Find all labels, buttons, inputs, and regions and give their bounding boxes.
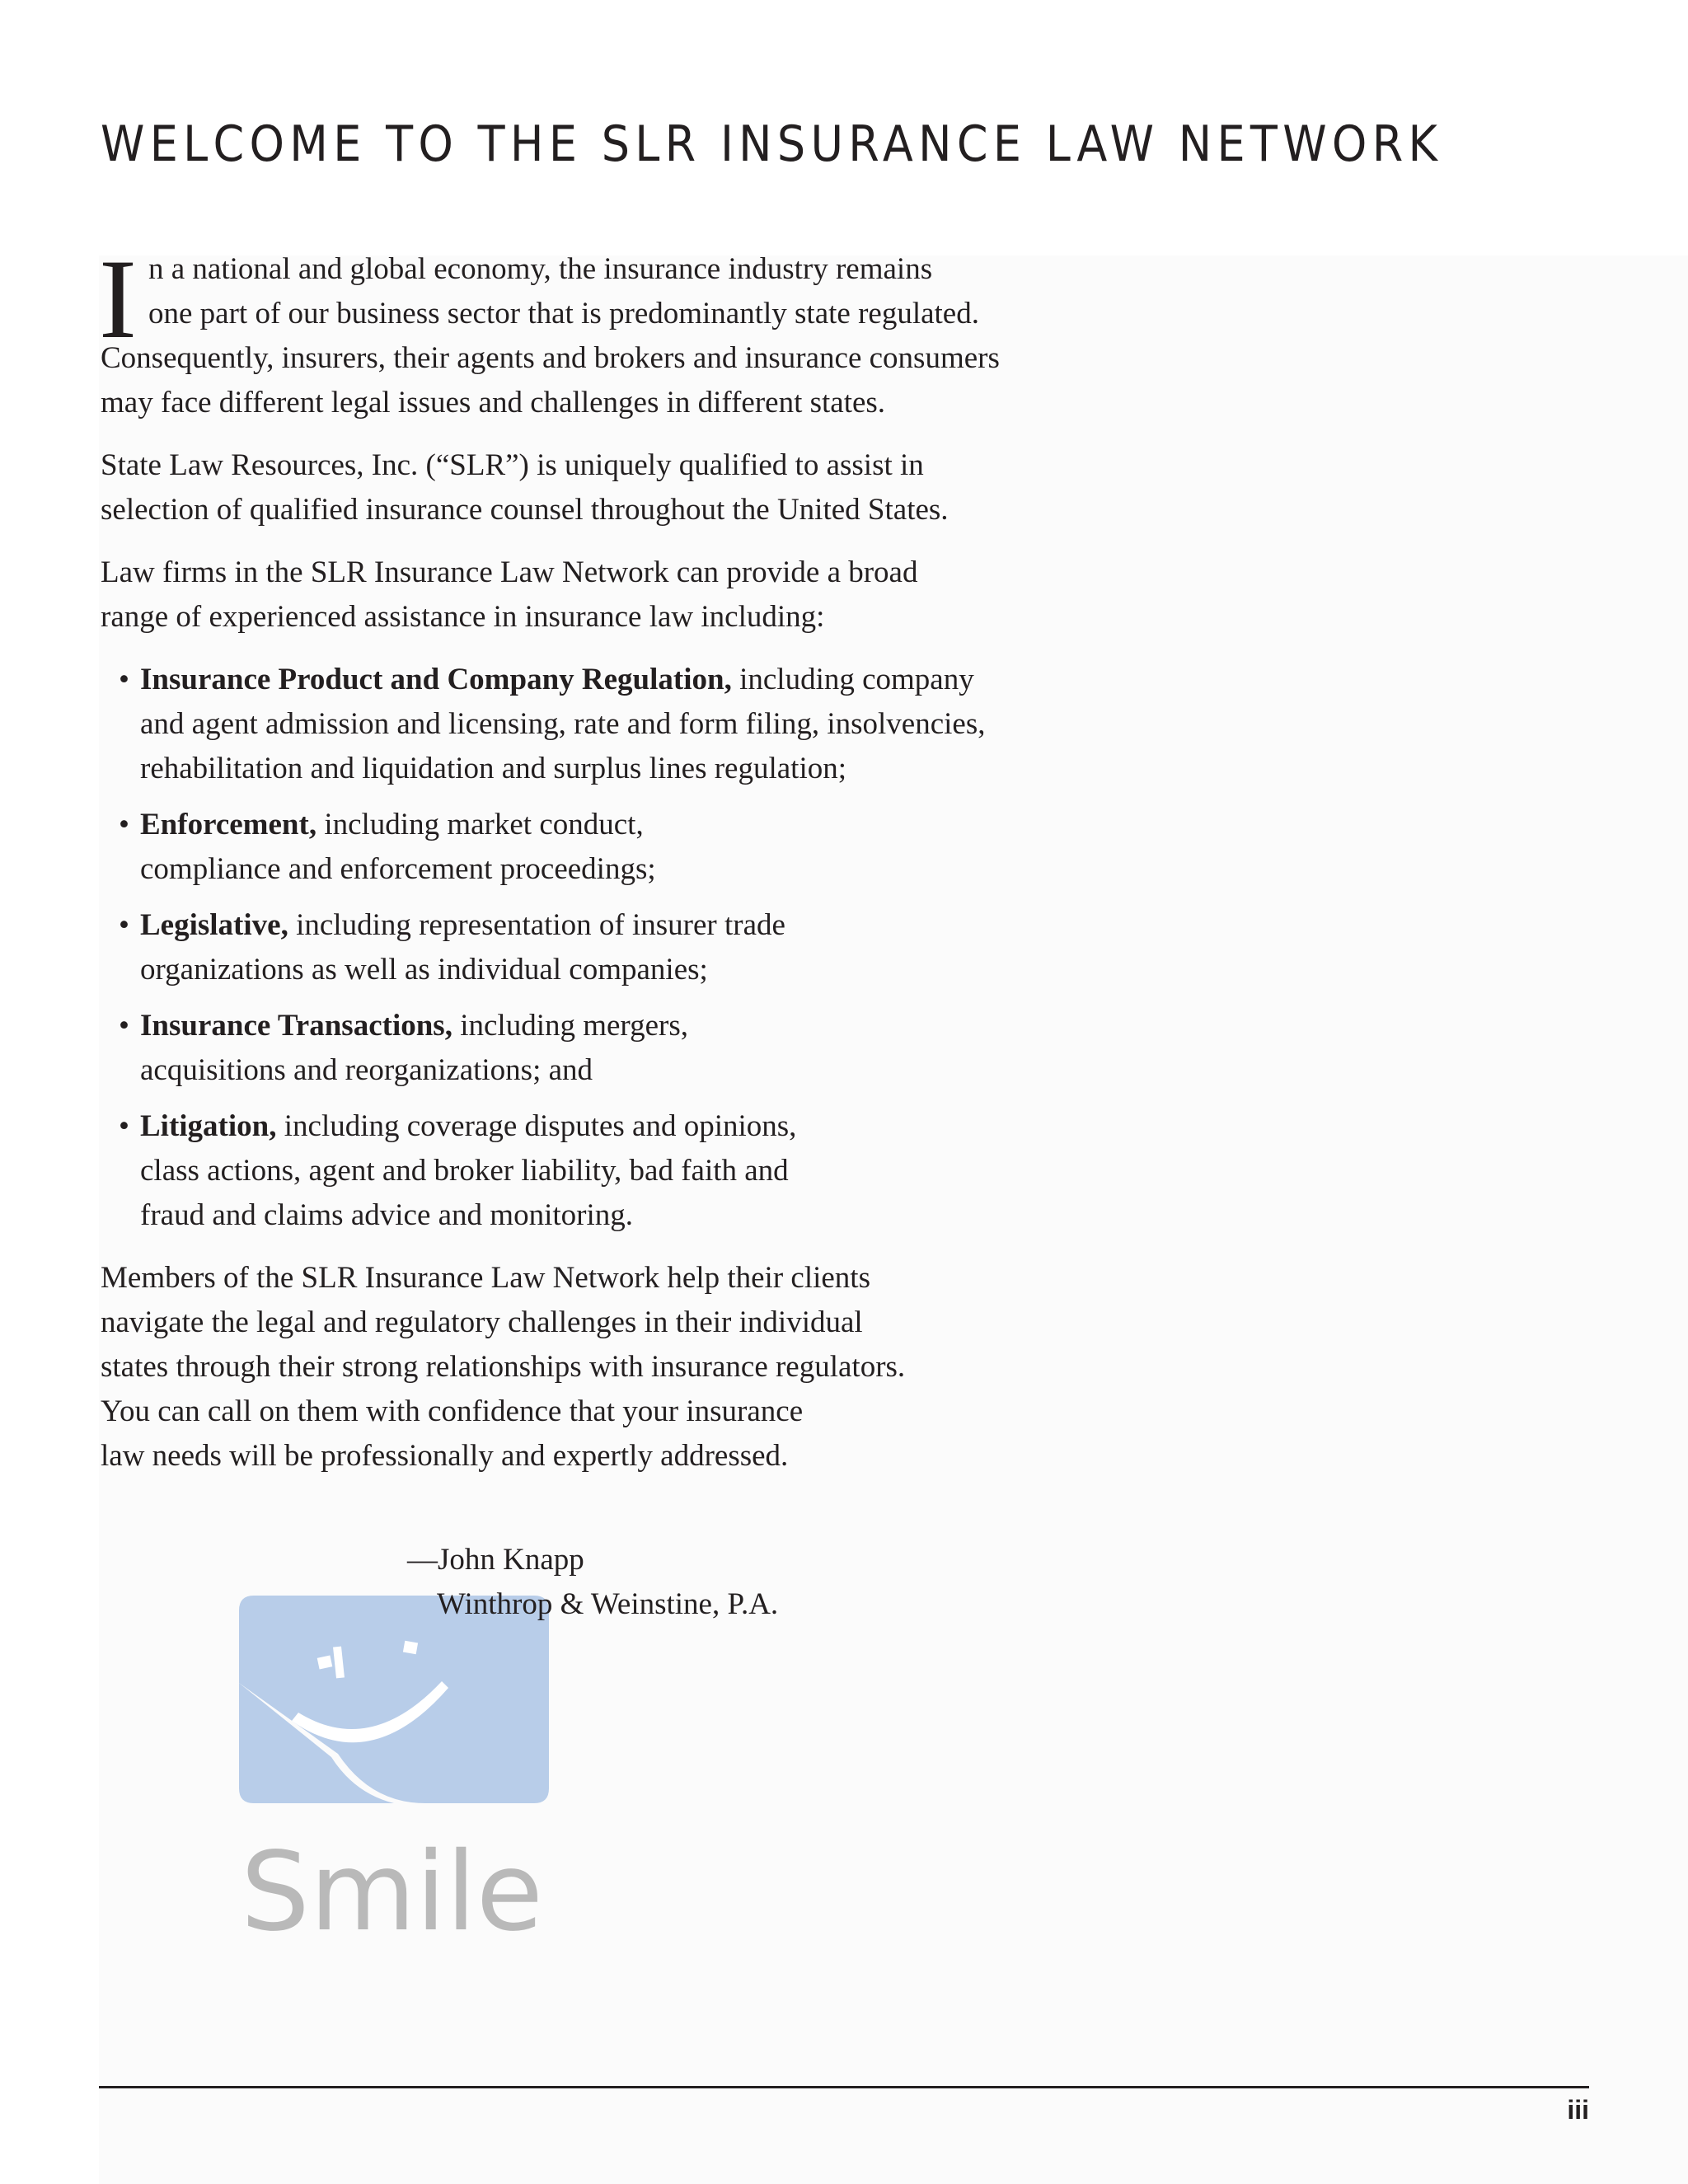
paragraph-line: law needs will be professionally and expertly addressed.: [101, 1439, 789, 1473]
bullet-icon: •: [119, 1109, 129, 1143]
bullet-icon: •: [119, 808, 129, 841]
intro-line: n a national and global economy, the insurance industry remains: [148, 252, 933, 286]
list-item: [119, 1104, 1073, 1238]
page-number: iii: [1567, 2095, 1589, 2125]
intro-line: one part of our business sector that is predominantly state regulated.: [148, 297, 979, 330]
intro-line: may face different legal issues and challenges in different states.: [101, 386, 886, 419]
paragraph-line: selection of qualified insurance counsel throughout the United States.: [101, 493, 949, 527]
smile-watermark-logo: [239, 1596, 549, 1935]
list-item-text: organizations as well as individual companies;: [140, 953, 708, 987]
list-item-text: class actions, agent and broker liability, bad faith and: [140, 1154, 789, 1188]
list-item-term: Legislative,: [140, 908, 288, 942]
list-item-text: and agent admission and licensing, rate and form filing, insolvencies,: [140, 707, 986, 741]
list-item: [119, 658, 1073, 791]
network-services-paragraph: [101, 551, 1073, 640]
paragraph-line: You can call on them with confidence that your insurance: [101, 1394, 804, 1428]
intro-paragraph: [99, 236, 1073, 425]
list-item: [119, 903, 1073, 992]
list-item-text: rehabilitation and liquidation and surplus lines regulation;: [140, 752, 846, 785]
bullet-icon: •: [119, 1009, 129, 1043]
paragraph-line: navigate the legal and regulatory challenges in their individual: [101, 1305, 863, 1339]
list-item-text: fraud and claims advice and monitoring.: [140, 1198, 633, 1232]
list-item-text: including mergers,: [452, 1009, 688, 1043]
list-item: [119, 1004, 1073, 1093]
list-item-text: acquisitions and reorganizations; and: [140, 1053, 593, 1087]
signature-name: —John Knapp: [407, 1543, 584, 1577]
list-item-term: Litigation,: [140, 1109, 277, 1143]
list-item-term: Insurance Product and Company Regulation,: [140, 663, 732, 696]
intro-line: Consequently, insurers, their agents and brokers and insurance consumers: [101, 341, 1000, 375]
services-list: [101, 658, 1073, 1238]
list-item-term: Insurance Transactions,: [140, 1009, 452, 1043]
list-item-text: compliance and enforcement proceedings;: [140, 852, 656, 886]
slr-qualification-paragraph: [101, 443, 1073, 532]
page-title: WELCOME TO THE SLR INSURANCE LAW NETWORK: [101, 115, 1443, 173]
bullet-icon: •: [119, 663, 129, 696]
list-item-text: including company: [731, 663, 974, 696]
paragraph-line: Law firms in the SLR Insurance Law Network can provide a broad: [101, 555, 918, 589]
closing-paragraph: [101, 1256, 1073, 1479]
list-item-text: including market conduct,: [316, 808, 644, 841]
signature-block: [407, 1538, 778, 1627]
paragraph-line: State Law Resources, Inc. (“SLR”) is uniquely qualified to assist in: [101, 448, 924, 482]
footer-divider: [99, 2086, 1589, 2088]
list-item: [119, 803, 1073, 892]
watermark-text: Smile: [241, 1829, 543, 1935]
paragraph-line: range of experienced assistance in insurance law including:: [101, 600, 825, 634]
drop-cap: I: [99, 236, 137, 362]
bullet-icon: •: [119, 908, 129, 942]
list-item-term: Enforcement,: [140, 808, 317, 841]
list-item-text: including representation of insurer trade: [288, 908, 785, 942]
article-body: [99, 236, 1073, 1497]
list-item-text: including coverage disputes and opinions,: [276, 1109, 797, 1143]
paragraph-line: Members of the SLR Insurance Law Network help their clients: [101, 1261, 870, 1295]
signature-organization: Winthrop & Weinstine, P.A.: [437, 1587, 779, 1621]
paragraph-line: states through their strong relationships with insurance regulators.: [101, 1350, 906, 1384]
